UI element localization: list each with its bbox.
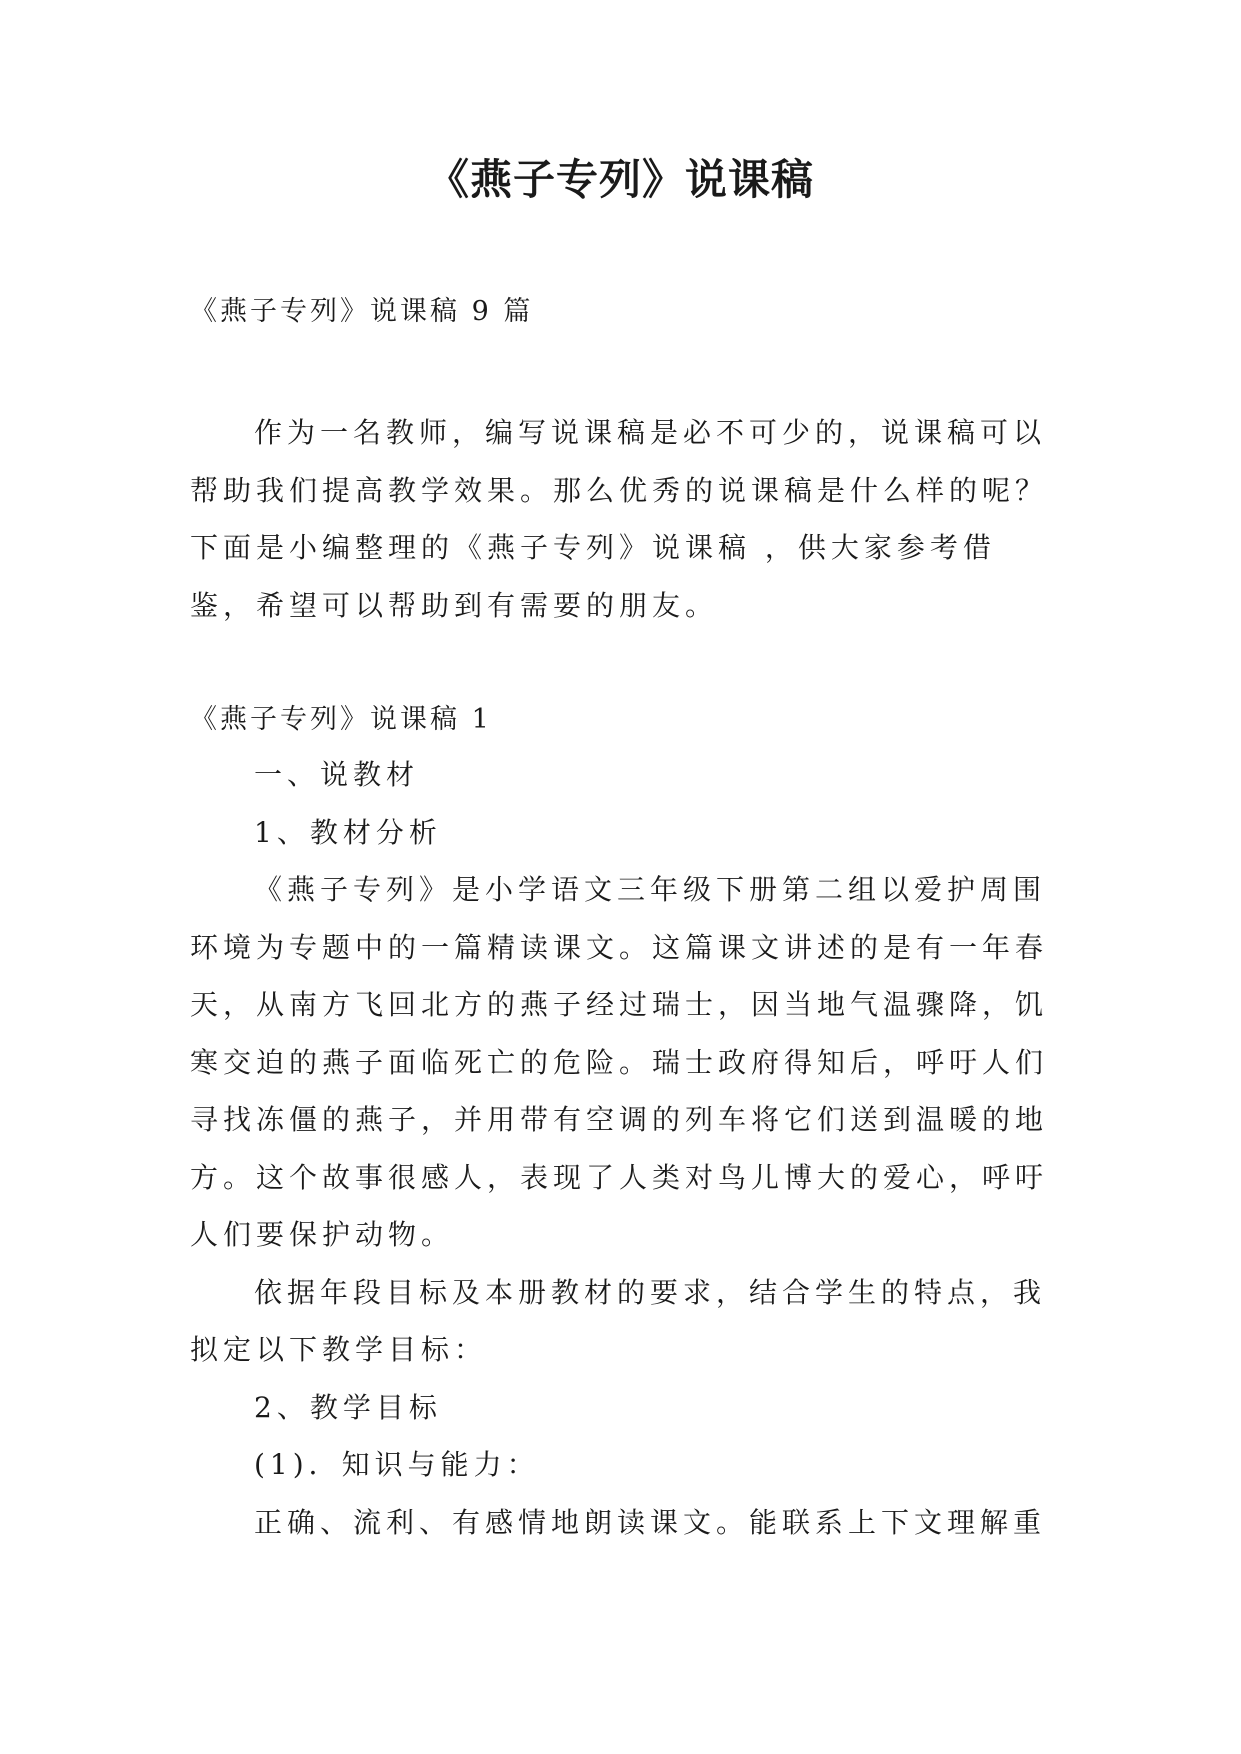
paragraph-material-analysis: 《燕子专列》是小学语文三年级下册第二组以爱护周围环境为专题中的一篇精读课文。这篇课文讲述的是有一年春天，从南方飞回北方的燕子经过瑞士，因当地气温骤降，饥寒交迫的燕子面临死亡的危险。瑞士政府得知后，呼吁人们寻找冻僵的燕子，并用带有空调的列车将它们送到温暖的地方。这个故事很感人，表现了人类对鸟儿博大的爱心，呼吁人们要保护动物。 (190, 873, 1049, 1251)
heading-material-analysis: 1、教材分析 (254, 815, 442, 849)
heading-teaching-material: 一、说教材 (254, 758, 420, 791)
intro-block (190, 404, 1052, 634)
section-content (190, 746, 1052, 1551)
intro-paragraph: 作为一名教师，编写说课稿是必不可少的，说课稿可以帮助我们提高教学效果。那么优秀的说课稿是什么样的呢？下面是小编整理的《燕子专列》说课稿 ，供大家参考借鉴，希望可以帮助到有需要的朋友。 (190, 416, 1049, 622)
heading-knowledge-ability: (1)．知识与能力： (254, 1448, 540, 1481)
document-title: 《燕子专列》说课稿 (426, 155, 814, 204)
paragraph-knowledge-ability: 正确、流利、有感情地朗读课文。能联系上下文理解重 (254, 1505, 1047, 1539)
section-title: 《燕子专列》说课稿 1 (190, 704, 492, 735)
paragraph-objectives-intro: 依据年段目标及本册教材的要求，结合学生的特点，我拟定以下教学目标： (190, 1275, 1047, 1366)
heading-teaching-objectives: 2、教学目标 (254, 1390, 442, 1424)
document-subtitle: 《燕子专列》说课稿 9 篇 (190, 296, 534, 327)
